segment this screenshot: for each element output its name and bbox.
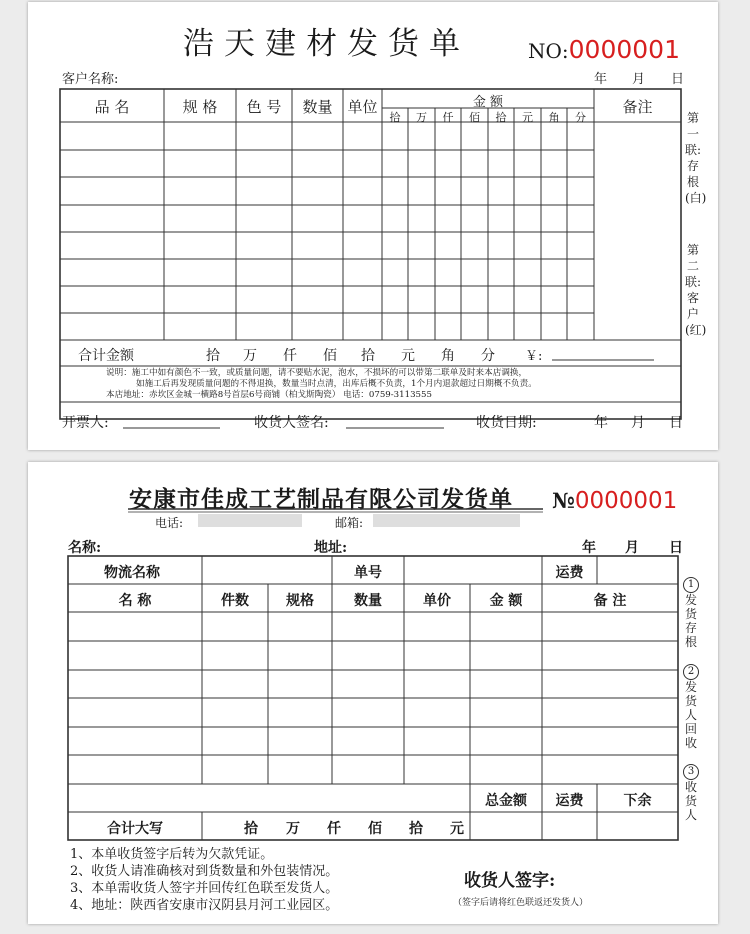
- form2-note: 4、地址：陕西省安康市汉阴县月河工业园区。: [70, 898, 339, 913]
- form1-total-unit: 佰: [323, 348, 337, 364]
- form2-side-copy2: [683, 664, 701, 750]
- form2-date-day: 日: [669, 540, 683, 556]
- form2-signature-sub: （签字后请将红色联返还发货人）: [453, 898, 589, 908]
- form1-header-name: 品 名: [94, 98, 130, 116]
- form1-total-unit: 角: [441, 348, 455, 364]
- form1-unit-col: 仟: [442, 111, 454, 124]
- form1-unit-col: 分: [575, 111, 586, 124]
- form1-receive-day: 日: [669, 415, 683, 431]
- form1-customer-label: 客户名称:: [62, 72, 119, 87]
- form2-total-unit: 万: [286, 821, 300, 837]
- form1-receive-year: 年: [594, 415, 608, 431]
- form2-header-remark: 备 注: [593, 593, 627, 609]
- form1-note-line2: 如施工后再发现质量问题的不得退换，数量当时点清，出库后概不负责，1个月内退款超过日期概不负责。: [136, 379, 537, 389]
- form1-header-amount: 金 额: [472, 95, 504, 110]
- form2-total-caps-label: 合计大写: [107, 821, 163, 837]
- form2-total-unit: 元: [450, 821, 464, 837]
- form1-header-unit: 单位: [347, 98, 378, 116]
- form2-header-qty: 数量: [354, 593, 382, 609]
- form2-header-spec: 规格: [286, 593, 314, 609]
- form1-date-day: 日: [671, 72, 685, 87]
- form2-address-label: 地址:: [314, 540, 348, 556]
- form2-phone-label: 电话:: [155, 516, 184, 530]
- form2-side-copy1-text: 发货存根: [684, 593, 697, 649]
- form2-signature-label: 收货人签字:: [464, 871, 556, 891]
- form2-note: 2、收货人请准确核对到货数量和外包装情况。: [70, 864, 339, 879]
- form1-unit-col: 万: [416, 111, 427, 124]
- form2-title: 安康市佳成工艺制品有限公司发货单: [129, 487, 513, 513]
- form2-order-no-label: 单号: [354, 565, 382, 581]
- form2-header-pieces: 件数: [221, 593, 249, 609]
- form2-total-unit: 仟: [327, 821, 341, 837]
- form1-note-line1: 说明：施工中如有颜色不一致，或质量问题，请不要贴水泥，泡水，不损坏的可以带第二联单及时来本店调换，: [106, 368, 528, 378]
- form1-receive-date-label: 收货日期:: [476, 415, 537, 431]
- form2-email-label: 邮箱:: [335, 516, 364, 530]
- form1-header-spec: 规 格: [182, 98, 218, 116]
- form2-header-price: 单价: [423, 593, 451, 609]
- form1-total-unit: 拾: [206, 348, 220, 364]
- form1-total-unit: 元: [401, 348, 415, 364]
- form1-header-remark: 备注: [622, 98, 653, 116]
- form1-unit-col: 拾: [389, 111, 401, 124]
- form2-date-year: 年: [582, 540, 596, 556]
- form2-total-unit: 拾: [244, 821, 258, 837]
- form2-side-copy3-text: 收货人: [684, 780, 697, 822]
- form2-side-copy2-num: 2: [683, 664, 699, 680]
- form1-receive-month: 月: [631, 415, 645, 431]
- form1-unit-col: 角: [548, 111, 560, 124]
- form1-number-label: NO:: [528, 39, 569, 63]
- form1-title: 浩天建材发货单: [183, 26, 470, 62]
- form1-total-unit: 万: [243, 348, 257, 364]
- form1-issuer-label: 开票人:: [62, 415, 109, 431]
- form2-side-copy2-text: 发货人回收: [684, 680, 697, 750]
- form1-unit-col: 元: [522, 111, 533, 124]
- form2-logistics-label: 物流名称: [104, 565, 160, 581]
- form1-side-copy2: 第二联:客户(红): [685, 243, 707, 337]
- form2-freight-label: 运费: [555, 565, 584, 581]
- form2-note: 3、本单需收货人签字并回传红色联至发货人。: [70, 881, 339, 896]
- form2-side-copy1: [683, 577, 701, 649]
- form1-side-copy1: 第一联:存根(白): [685, 111, 707, 205]
- delivery-form-haotian: [28, 2, 718, 450]
- form2-number-value: 0000001: [574, 488, 678, 514]
- form2-header-name: 名 称: [118, 593, 152, 609]
- form1-note-line3: 本店地址：赤坎区金城一横路8号首层6号商铺（柏戈斯陶瓷） 电话：0759-3113555: [106, 390, 432, 400]
- form2-date-month: 月: [625, 540, 639, 556]
- form2-number-label: №: [552, 488, 575, 513]
- form1-number-value: 0000001: [568, 35, 680, 64]
- form2-side-copy3: [683, 764, 701, 822]
- form2-side-copy3-num: 3: [683, 764, 699, 780]
- form1-header-color: 色 号: [246, 98, 282, 116]
- form2-total-unit: 拾: [409, 821, 423, 837]
- form2-freight2-label: 运费: [555, 793, 584, 809]
- delivery-form-jiacheng: [28, 462, 718, 924]
- form2-header-amount: 金 额: [489, 593, 523, 609]
- form2-balance-label: 下余: [623, 793, 652, 809]
- form2-side-copy1-num: 1: [683, 577, 699, 593]
- form2-total-amount-label: 总金额: [485, 793, 527, 809]
- form2-total-unit: 佰: [368, 821, 382, 837]
- form1-total-unit: 分: [481, 348, 495, 364]
- form1-receiver-label: 收货人签名:: [254, 415, 329, 431]
- form1-date-month: 月: [632, 72, 646, 87]
- form2-name-label: 名称:: [68, 540, 102, 556]
- form1-total-unit: 仟: [283, 348, 297, 364]
- form1-total-label: 合计金额: [78, 348, 134, 364]
- form2-note: 1、本单收货签字后转为欠款凭证。: [70, 847, 274, 862]
- form1-unit-col: 佰: [469, 111, 480, 124]
- form1-unit-col: 拾: [495, 111, 507, 124]
- form1-total-unit: 拾: [361, 348, 375, 364]
- form1-yen-label: ￥:: [525, 349, 543, 364]
- form1-header-qty: 数量: [302, 98, 333, 116]
- form1-date-year: 年: [594, 72, 608, 87]
